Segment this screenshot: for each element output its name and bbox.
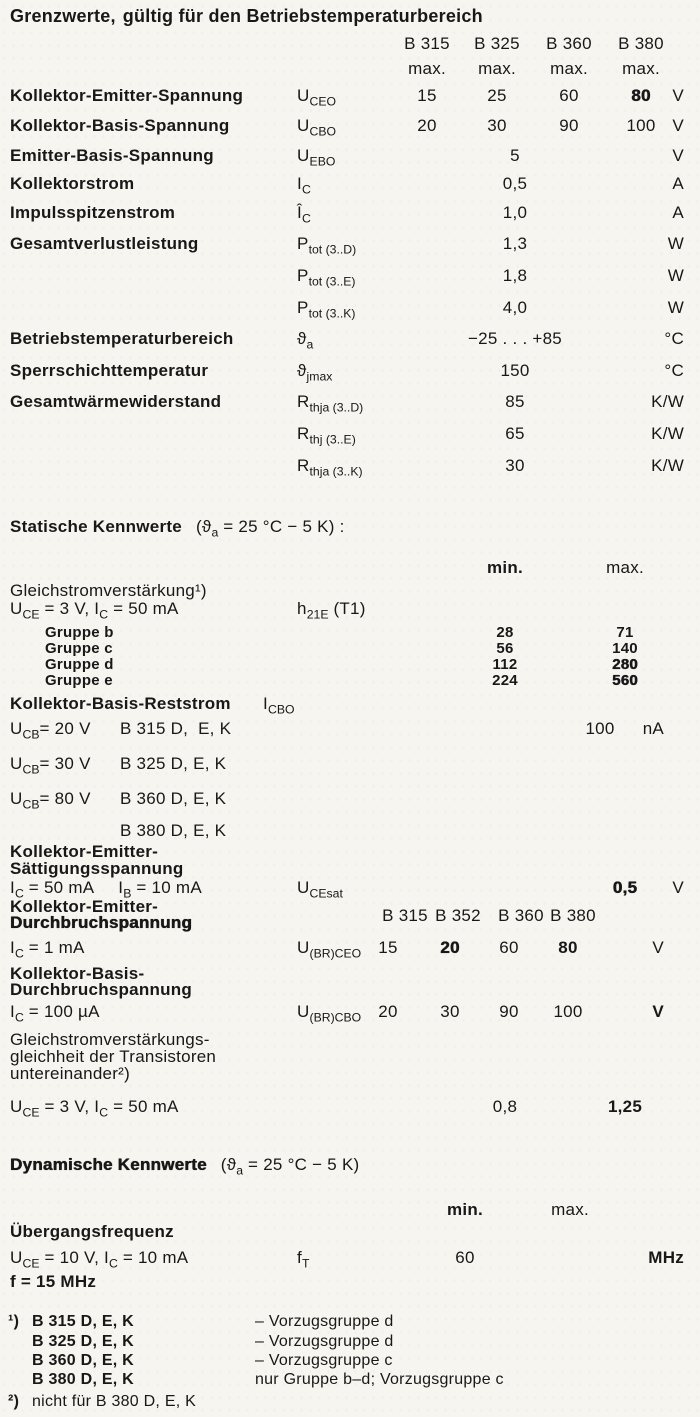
max-header: max. [606,558,644,577]
param-symbol: $I_{CBO}$ [263,694,295,717]
row-label: Kollektor-Basis-Reststrom [10,694,231,713]
section-heading: Statische Kennwerte [10,517,182,536]
param-symbol: $U_{(BR)CBO}$ [297,1002,362,1025]
param-symbol: $U_{EBO}$ [297,146,336,169]
param-symbol: $f_T$ [297,1248,310,1271]
row-label: Kollektor-Emitter-Spannung [10,86,244,105]
value-cell: 65 [505,424,525,443]
param-symbol: $U_{(BR)CEO}$ [297,938,362,961]
value-cell: −25 . . . +85 [468,329,562,348]
col-max-2: max. [478,59,516,78]
row-label: Durchbruchspannung [10,980,193,999]
col-max-1: max. [408,59,446,78]
max-value: 280 [612,656,638,673]
min-header: min. [487,558,523,577]
type-list: B 325 D, E, K [32,1333,134,1350]
row-label: Emitter-Basis-Spannung [10,146,214,165]
row-label: Gleichstromverstärkungs- [10,1030,210,1049]
value-cell: 30 [505,456,525,475]
min-value: 224 [492,672,518,689]
max-value: 1,25 [607,1097,643,1116]
group-label: Gruppe e [45,672,113,689]
unit-cell: K/W [651,456,684,475]
group-label: Gruppe d [45,656,114,673]
row-label: untereinander²) [10,1064,130,1083]
footnote-note: nur Gruppe b–d; Vorzugsgruppe c [255,1371,504,1388]
min-value: 28 [496,624,514,641]
col-header-b325: B 325 [474,34,520,53]
value-cell: 5 [510,146,520,165]
type-list: B 360 D, E, K [32,1352,134,1369]
section-title-grenzwerte [10,6,670,27]
value-b360: 90 [559,116,579,135]
max-value: 0,5 [612,878,638,897]
param-symbol: $R_{thja (3..K)}$ [297,456,363,479]
footnote-marker: ¹) [8,1313,20,1330]
param-symbol: $R_{thj (3..E)}$ [297,424,356,447]
value-b352: 30 [440,1002,460,1021]
unit-cell: °C [664,361,684,380]
section-heading: Dynamische Kennwerte [10,1155,207,1174]
group-label: Gruppe c [45,640,113,657]
col-header-b360: B 360 [498,906,544,925]
section-title-dynamische [10,1155,670,1178]
col-header-b360: B 360 [546,34,592,53]
type-list: B 325 D, E, K [120,754,227,773]
type-list: B 315 D, E, K [32,1313,134,1330]
value-b380: 80 [558,938,578,957]
value-b380: 80 [631,86,651,105]
unit-cell: K/W [651,424,684,443]
param-symbol: $ϑ_{jmax}$ [297,361,333,384]
test-condition: $I_C = 100$ µA [10,1002,100,1025]
value-cell: 85 [505,392,525,411]
min-value: 112 [492,656,518,673]
col-header-b315: B 315 [382,906,428,925]
matching-value-row [0,1097,700,1197]
unit-cell: A [672,203,684,222]
row-label: Durchbruchspannung [10,913,193,932]
min-value: 60 [455,1248,475,1267]
title-word: Grenzwerte, [10,6,116,26]
value-b360: 60 [559,86,579,105]
type-list: B 315 D, E, K [120,719,232,738]
unit-cell: K/W [651,392,684,411]
row-label: Kollektor-Basis- [10,964,145,983]
unit-cell: V [672,86,684,105]
param-symbol: $U_{CEsat}$ [297,878,343,901]
row-label: Gesamtverlustleistung [10,234,199,253]
max-value: 100 [585,719,615,738]
col-max-3: max. [550,59,588,78]
min-value: 56 [496,640,514,657]
param-symbol: $P_{tot (3..E)}$ [297,266,356,289]
max-value: 140 [612,640,638,657]
footnote-note: – Vorzugsgruppe d [255,1333,394,1350]
test-condition: $U_{CE} = 10$ V, $I_C = 10$ mA [10,1248,189,1271]
unit-cell: °C [664,329,684,348]
section-title-statische [10,517,670,540]
footnote-text: nicht für B 380 D, E, K [32,1393,197,1410]
test-condition: $U_{CE} = 3$ V, $I_C = 50$ mA [10,599,179,622]
test-condition: $U_{CB}= 20$ V [10,719,91,742]
section-condition: ($ϑ_a = 25$ °C − 5 K) [220,1155,360,1178]
param-symbol: $R_{thja (3..D)}$ [297,392,364,415]
min-header: min. [447,1200,483,1219]
section-condition: ($ϑ_a = 25$ °C − 5 K) : [195,517,345,540]
unit-cell: A [672,174,684,193]
unit-cell: W [667,266,684,285]
row-label: Betriebstemperaturbereich [10,329,234,348]
row-label: Kollektor-Emitter- [10,897,159,916]
value-cell: 1,3 [502,234,528,253]
max-value: 560 [612,672,638,689]
col-header-b380: B 380 [618,34,664,53]
row-label: Kollektor-Emitter- [10,842,159,861]
value-b315: 15 [417,86,437,105]
unit-cell: MHz [648,1248,684,1267]
value-cell: 4,0 [502,298,528,317]
type-list: B 360 D, E, K [120,789,227,808]
footnote-marker: ²) [8,1393,20,1410]
row-label: Sperrschichttemperatur [10,361,209,380]
row-label: Übergangsfrequenz [10,1222,174,1241]
row-label: Impulsspitzenstrom [10,203,176,222]
value-b360: 90 [499,1002,519,1021]
footnote-note: – Vorzugsgruppe c [255,1352,393,1369]
value-b325: 25 [487,86,507,105]
row-label: Kollektor-Basis-Spannung [10,116,230,135]
unit-cell: V [652,938,664,957]
footnote-note: – Vorzugsgruppe d [255,1313,394,1330]
test-condition: $U_{CE} = 3$ V, $I_C = 50$ mA [10,1097,179,1120]
param-symbol: $ϑ_a$ [297,329,314,352]
footnote2-row [0,1392,700,1417]
title-rest: gültig für den Betriebstemperaturbereich [122,6,483,26]
value-b315: 20 [378,1002,398,1021]
table-row-rthja-k [0,456,700,556]
test-condition: $I_C = 50$ mA $I_B = 10$ mA [10,878,202,901]
value-cell: 1,0 [502,203,528,222]
unit-cell: V [672,878,684,897]
param-symbol: $h_{21E}$ (T1) [297,599,366,622]
value-b315: 15 [378,938,398,957]
value-b360: 60 [499,938,519,957]
value-b325: 30 [487,116,507,135]
col-header-b315: B 315 [404,34,450,53]
test-condition: f = 15 MHz [10,1272,97,1291]
param-symbol: $P_{tot (3..K)}$ [297,298,356,321]
col-max-4: max. [622,59,660,78]
type-list: B 380 D, E, K [120,821,227,840]
value-cell: 1,8 [502,266,528,285]
row-label: Gleichstromverstärkung¹) [10,581,207,600]
value-b380: 100 [553,1002,583,1021]
param-symbol: $U_{CEO}$ [297,86,337,109]
test-condition: $U_{CB}= 80$ V [10,789,91,812]
param-symbol: $Î_C$ [297,203,311,226]
unit-cell: V [672,146,684,165]
max-value: 71 [616,624,634,641]
unit-cell: W [667,234,684,253]
col-header-b380: B 380 [550,906,596,925]
param-symbol: $U_{CBO}$ [297,116,337,139]
row-label: gleichheit der Transistoren [10,1047,217,1066]
unit-cell: W [667,298,684,317]
test-condition: $U_{CB}= 30$ V [10,754,91,777]
unit-cell: V [672,116,684,135]
type-list: B 380 D, E, K [32,1371,134,1388]
group-label: Gruppe b [45,624,114,641]
min-value: 0,8 [492,1097,518,1116]
row-label: Sättigungsspannung [10,859,184,878]
max-header: max. [551,1200,589,1219]
value-cell: 150 [500,361,530,380]
row-label: Kollektorstrom [10,174,135,193]
unit-cell: nA [642,719,664,738]
param-symbol: $I_C$ [297,174,311,197]
row-label: Gesamtwärmewiderstand [10,392,222,411]
test-condition: $I_C = 1$ mA [10,938,85,961]
unit-cell: V [652,1002,664,1021]
value-cell: 0,5 [502,174,528,193]
value-b380: 100 [626,116,656,135]
value-b352: 20 [440,938,460,957]
value-b315: 20 [417,116,437,135]
param-symbol: $P_{tot (3..D)}$ [297,234,357,257]
col-header-b352: B 352 [435,906,481,925]
